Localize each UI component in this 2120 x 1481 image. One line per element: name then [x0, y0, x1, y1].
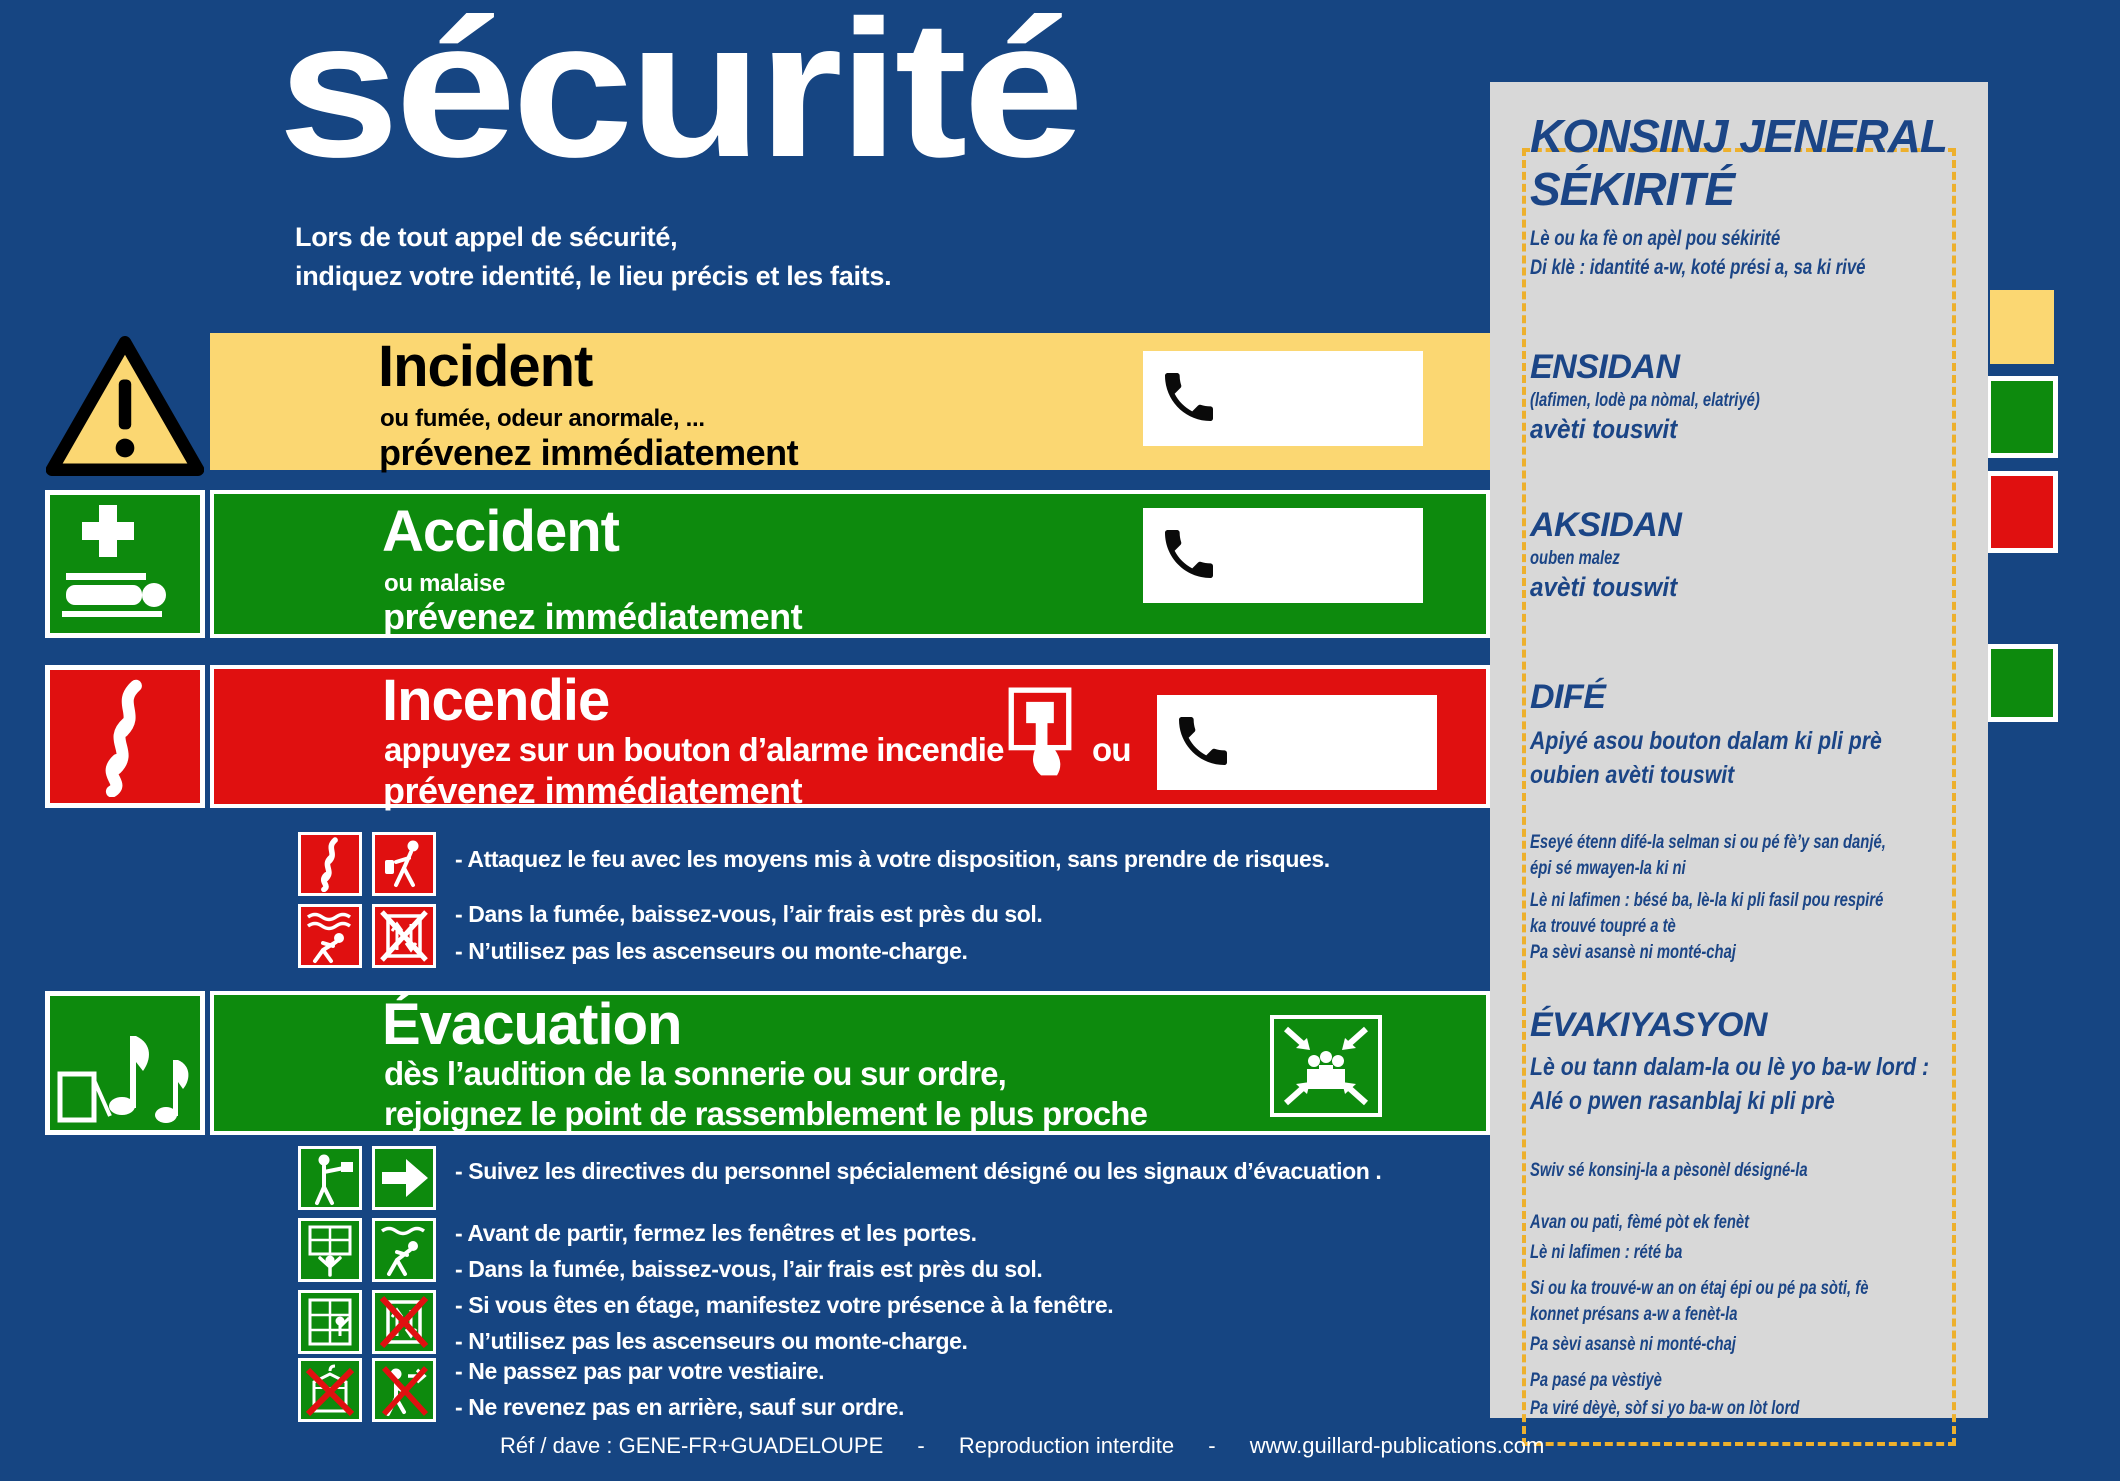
footer-reference: Réf / dave : GENE-FR+GUADELOUPE [500, 1433, 884, 1458]
fire-instruction-2: - Dans la fumée, baissez-vous, l’air frais est près du sol. [455, 901, 1043, 927]
evakiyasyon-note-1: Swiv sé konsinj-la a pèsonèl désigné-la [1530, 1160, 1808, 1181]
incendie-action: prévenez immédiatement [383, 770, 803, 811]
evacuation-line-1: dès l’audition de la sonnerie ou sur ordre, [384, 1055, 1007, 1092]
incendie-band [210, 665, 1490, 811]
no-cloakroom-icon [298, 1358, 362, 1422]
evakiyasyon-title: ÉVAKIYASYON [1530, 1006, 1767, 1044]
evakiyasyon-note-6: Pa pasé pa vèstiyè [1530, 1370, 1662, 1391]
panel-title-line-1: KONSINJ JENERAL [1530, 110, 1947, 162]
evacuation-title: Évacuation [382, 992, 682, 1057]
accident-action: prévenez immédiatement [383, 596, 803, 637]
dife-lead: Apiyé asou bouton dalam ki pli prè oubien avèti touswit [1530, 727, 1882, 789]
crouch-in-smoke-icon [372, 1218, 436, 1282]
phone-icon [1157, 522, 1221, 586]
evacuation-band [210, 991, 1490, 1135]
evac-instruction-1: - Suivez les directives du personnel spécialement désigné ou les signaux d’évacuation . [455, 1158, 1382, 1184]
panel-title-line-2: SÉKIRITÉ [1530, 163, 1735, 215]
no-elevator-icon [372, 904, 436, 968]
incident-action: prévenez immédiatement [379, 432, 799, 473]
incident-phone-number-box [1143, 351, 1423, 446]
poster-title: sécurité [278, 0, 1080, 198]
accident-band-stub [1986, 376, 2058, 458]
alarm-sound-icon [45, 991, 205, 1135]
evacuation-band-stub [1986, 644, 2058, 722]
accident-band [210, 490, 1490, 638]
incident-title: Incident [378, 334, 593, 399]
accident-title: Accident [382, 499, 619, 564]
evakiyasyon-note-3: Lè ni lafimen : rété ba [1530, 1242, 1683, 1263]
creole-panel [1490, 82, 1988, 1418]
footer [500, 1433, 1572, 1459]
follow-staff-icon [298, 1146, 362, 1210]
ensidan-action: avèti touswit [1530, 414, 1678, 444]
incendie-connector: ou [1092, 731, 1131, 768]
evakiyasyon-note-4: Si ou ka trouvé-w an on étaj épi ou pé pa sòti, fè konnet présans a-w a fenèt-la [1530, 1278, 1869, 1325]
dife-note-2: Lè ni lafimen : bésé ba, lè-la ki pli fasil pou respiré ka trouvé toupré a tè [1530, 890, 1884, 937]
evakiyasyon-note-2: Avan ou pati, fèmé pòt ek fenèt [1530, 1212, 1750, 1233]
footer-dash: - [917, 1433, 925, 1458]
assembly-point-icon [1270, 1015, 1382, 1117]
dife-note-1: Eseyé étenn difé-la selman si ou pé fè’y san danjé, épi sé mwayen-la ki ni [1530, 832, 1886, 879]
evac-instruction-7: - Ne revenez pas en arrière, sauf sur ordre. [455, 1394, 904, 1420]
phone-icon [1171, 709, 1235, 773]
first-aid-icon [45, 490, 205, 638]
warning-triangle-icon [46, 336, 204, 476]
evac-instruction-2: - Avant de partir, fermez les fenêtres et les portes. [455, 1220, 977, 1246]
exit-arrow-icon [372, 1146, 436, 1210]
aksidan-action: avèti touswit [1530, 572, 1678, 602]
incident-subtitle: ou fumée, odeur anormale, ... [380, 405, 705, 432]
evakiyasyon-note-7: Pa viré dèyè, sòf si yo ba-w on lòt lord [1530, 1398, 1800, 1419]
close-window-icon [298, 1218, 362, 1282]
ensidan-title: ENSIDAN [1530, 348, 1680, 386]
poster-subtitle [295, 218, 891, 296]
incendie-phone-number-box [1157, 695, 1437, 790]
dife-title: DIFÉ [1530, 678, 1606, 716]
incendie-band-stub [1986, 471, 2058, 553]
ensidan-detail: (lafimen, lodè pa nòmal, elatriyé) [1530, 390, 1760, 411]
flame-icon [45, 665, 205, 808]
window-presence-icon [298, 1290, 362, 1354]
fire-instruction-1: - Attaquez le feu avec les moyens mis à votre disposition, sans prendre de risques. [455, 846, 1330, 872]
incendie-title: Incendie [382, 668, 610, 733]
subtitle-line-1: Lors de tout appel de sécurité, [295, 222, 678, 252]
dife-note-3: Pa sèvi asansè ni monté-chaj [1530, 942, 1736, 963]
evac-instruction-3: - Dans la fumée, baissez-vous, l’air frais est près du sol. [455, 1256, 1043, 1282]
flame-icon [298, 832, 362, 896]
aksidan-title: AKSIDAN [1530, 506, 1682, 544]
evac-instruction-4: - Si vous êtes en étage, manifestez votre présence à la fenêtre. [455, 1292, 1114, 1318]
accident-phone-number-box [1143, 508, 1423, 603]
fire-instruction-3: - N’utilisez pas les ascenseurs ou monte-charge. [455, 938, 968, 964]
evac-instruction-6: - Ne passez pas par votre vestiaire. [455, 1358, 825, 1384]
panel-title [1530, 110, 1947, 216]
crouch-in-smoke-icon [298, 904, 362, 968]
incident-band [210, 333, 1490, 473]
evacuation-line-2: rejoignez le point de rassemblement le plus proche [384, 1095, 1148, 1132]
incendie-line: appuyez sur un bouton d’alarme incendie [384, 731, 1004, 768]
footer-reproduction: Reproduction interdite [958, 1433, 1175, 1458]
footer-dash: - [1208, 1433, 1216, 1458]
fire-alarm-button-icon [1007, 685, 1073, 794]
subtitle-line-2: indiquez votre identité, le lieu précis et les faits. [295, 261, 892, 291]
incident-band-stub [1990, 290, 2054, 364]
no-elevator-icon [372, 1290, 436, 1354]
footer-website: www.guillard-publications.com [1249, 1433, 1545, 1458]
extinguish-fire-icon [372, 832, 436, 896]
panel-intro: Lè ou ka fè on apèl pou sékirité Di klè : idantité a-w, koté prési a, sa ki rivé [1530, 227, 1866, 279]
aksidan-detail: ouben malez [1530, 548, 1620, 569]
phone-icon [1157, 365, 1221, 429]
evakiyasyon-note-5: Pa sèvi asansè ni monté-chaj [1530, 1334, 1736, 1355]
no-return-icon [372, 1358, 436, 1422]
evakiyasyon-lead: Lè ou tann dalam-la ou lè yo ba-w lord : Alé o pwen rasanblaj ki pli prè [1530, 1053, 1930, 1115]
accident-subtitle: ou malaise [384, 570, 506, 597]
evac-instruction-5: - N’utilisez pas les ascenseurs ou monte-charge. [455, 1328, 968, 1354]
